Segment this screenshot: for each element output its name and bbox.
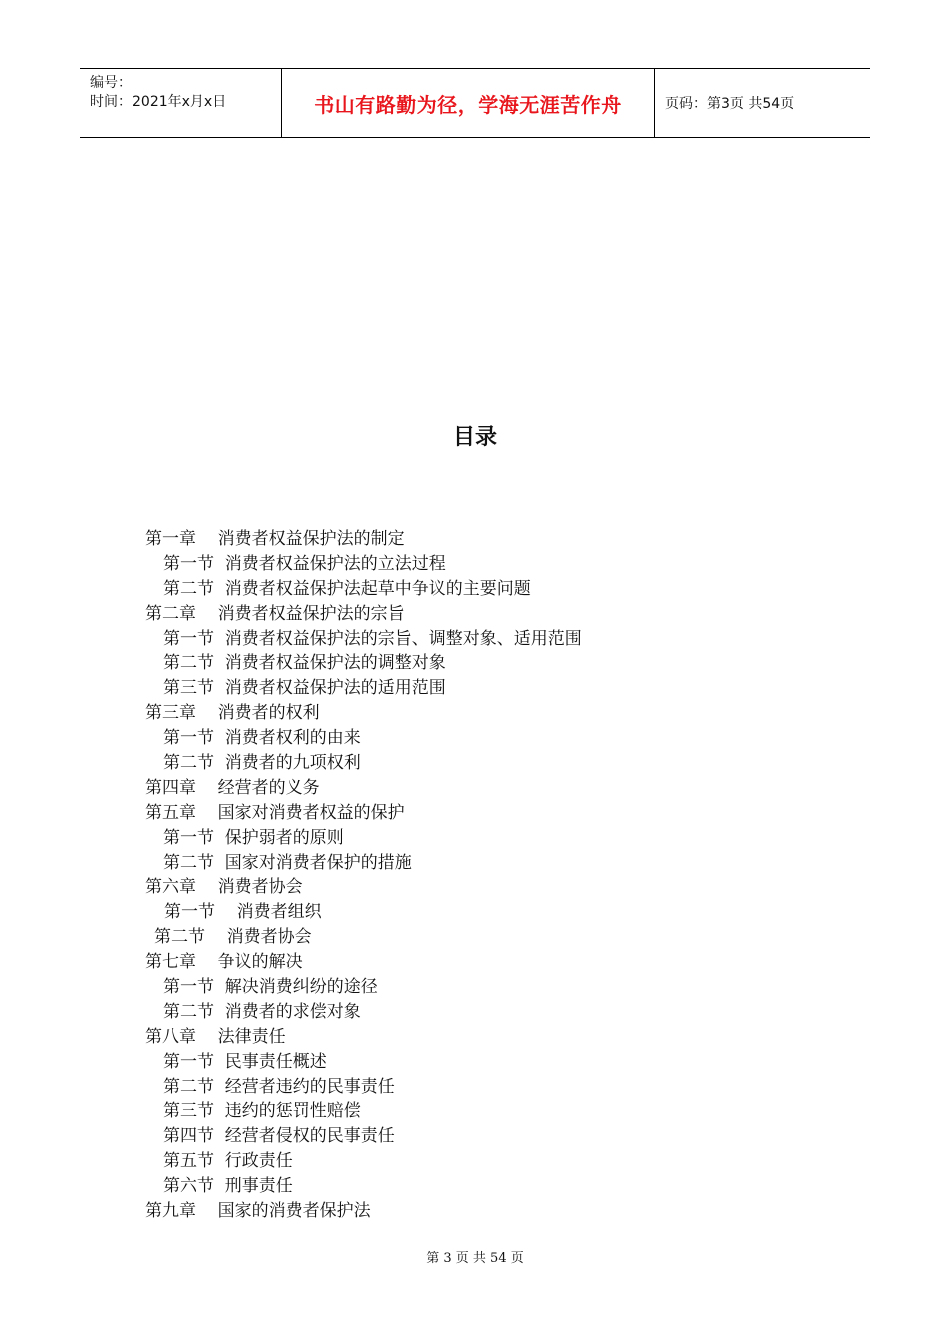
page-header xyxy=(80,68,870,138)
header-motto: 书山有路勤为径，学海无涯苦作舟 xyxy=(314,92,622,117)
toc-section-entry[interactable]: 第五节 行政责任 xyxy=(163,1151,293,1172)
toc-chapter-entry[interactable]: 第四章 经营者的义务 xyxy=(145,777,320,798)
toc-section-entry[interactable]: 第二节 消费者的九项权利 xyxy=(163,753,361,774)
toc-chapter-entry[interactable]: 第九章 国家的消费者保护法 xyxy=(145,1201,371,1222)
toc-section-entry[interactable]: 第一节 消费者权利的由来 xyxy=(163,728,361,749)
toc-section-entry[interactable]: 第二节 经营者违约的民事责任 xyxy=(163,1076,395,1097)
document-number-label: 编号： xyxy=(90,75,132,91)
page-footer: 第 3 页 共 54 页 xyxy=(426,1251,524,1266)
header-meta xyxy=(80,69,282,137)
toc-chapter-entry[interactable]: 第一章 消费者权益保护法的制定 xyxy=(145,529,405,549)
header-motto-cell xyxy=(282,69,655,137)
toc-section-entry[interactable]: 第一节 解决消费纠纷的途径 xyxy=(163,977,378,998)
page-title: 目录 xyxy=(452,425,497,450)
toc-section-entry[interactable]: 第一节 消费者权益保护法的立法过程 xyxy=(163,553,446,574)
toc-section-entry[interactable]: 第一节 民事责任概述 xyxy=(163,1051,327,1072)
toc-section-entry[interactable]: 第四节 经营者侵权的民事责任 xyxy=(163,1126,395,1147)
toc-section-entry[interactable]: 第六节 刑事责任 xyxy=(163,1176,293,1197)
toc-chapter-entry[interactable]: 第五章 国家对消费者权益的保护 xyxy=(145,802,405,823)
toc-section-entry[interactable]: 第二节 消费者的求偿对象 xyxy=(163,1001,361,1022)
toc-chapter-entry[interactable]: 第三章 消费者的权利 xyxy=(145,703,320,724)
toc-section-entry[interactable]: 第三节 消费者权益保护法的适用范围 xyxy=(163,678,446,699)
toc-section-entry[interactable]: 第二节 消费者协会 xyxy=(154,927,312,948)
toc-chapter-entry[interactable]: 第七章 争议的解决 xyxy=(145,952,303,973)
toc-section-entry[interactable]: 第二节 消费者权益保护法的调整对象 xyxy=(163,653,446,674)
toc-chapter-entry[interactable]: 第八章 法律责任 xyxy=(145,1026,286,1047)
toc-chapter-entry[interactable]: 第六章 消费者协会 xyxy=(145,877,303,898)
document-time-label: 时间：2021年x月x日 xyxy=(90,94,227,110)
toc-section-entry[interactable]: 第三节 违约的惩罚性赔偿 xyxy=(163,1101,361,1122)
toc-section-entry[interactable]: 第一节 消费者权益保护法的宗旨、调整对象、适用范围 xyxy=(163,628,582,649)
toc-section-entry[interactable]: 第二节 消费者权益保护法起草中争议的主要问题 xyxy=(163,578,531,599)
header-page-info-cell xyxy=(655,69,870,137)
toc-section-entry[interactable]: 第一节 消费者组织 xyxy=(164,902,322,923)
toc-section-entry[interactable]: 第一节 保护弱者的原则 xyxy=(163,827,344,848)
header-page-info: 页码：第3页 共54页 xyxy=(665,96,795,112)
toc-chapter-entry[interactable]: 第二章 消费者权益保护法的宗旨 xyxy=(145,603,405,624)
toc-section-entry[interactable]: 第二节 国家对消费者保护的措施 xyxy=(163,852,412,873)
table-of-contents xyxy=(145,527,845,1224)
